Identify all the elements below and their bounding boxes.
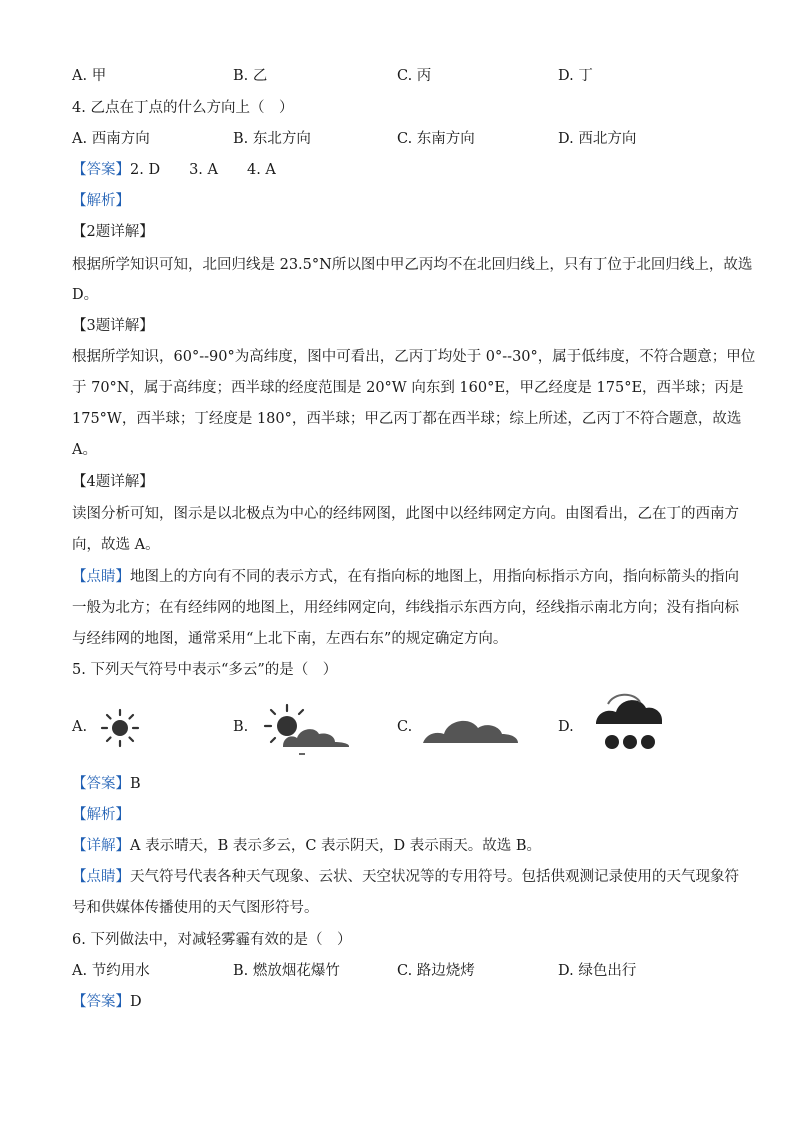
option-d[interactable]: D. 丁 [558,68,593,84]
q5-label-b[interactable]: B. [233,719,249,735]
detail-3-line: 于 70°N，属于高纬度；西半球的经度范围是 20°W 向东到 160°E，甲乙经度是 175°E，西半球；丙是 [72,380,744,396]
q6-stem: 6. 下列做法中，对减轻雾霾有效的是（ ） [72,932,352,948]
q4-option-d[interactable]: D. 西北方向 [558,131,637,147]
q6-option-b[interactable]: B. 燃放烟花爆竹 [233,963,340,979]
detail-3-line: 175°W，西半球；丁经度是 180°，西半球；甲乙丙丁都在西半球；综上所述，乙丙丁不符合题意，故选 [72,411,742,427]
q6-answer: D [130,994,142,1010]
q5-answer-line [72,774,141,794]
q5-detail-line [72,836,541,856]
tip-text: 地图上的方向有不同的表示方式，在有指向标的地图上，用指向标指示方向，指向标箭头的指向 [130,569,739,585]
detail-2-line: 根据所学知识可知，北回归线是 23.5°N所以图中甲乙丙均不在北回归线上，只有丁位于北回归线上，故选 [72,257,753,273]
q6-answer-line [72,992,142,1012]
q4-stem: 4. 乙点在丁点的什么方向上（ ） [72,100,294,116]
q5-answer-tag: 【答案】 [72,776,130,792]
q5-label-d[interactable]: D. [558,719,574,735]
q6-option-d[interactable]: D. 绿色出行 [558,963,637,979]
detail-3-line: A。 [72,442,97,458]
q5-label-a[interactable]: A. [72,719,88,735]
q6-answer-tag: 【答案】 [72,994,130,1010]
q6-option-c[interactable]: C. 路边烧烤 [397,963,475,979]
detail-2-line: D。 [72,287,99,303]
q4-option-a[interactable]: A. 西南方向 [72,131,150,147]
q5-tip-tag: 【点睛】 [72,869,130,885]
detail-4-heading: 【4题详解】 [72,474,154,490]
answer-line [72,160,276,180]
overcast-icon[interactable] [420,708,520,748]
q5-detail-tag: 【详解】 [72,838,130,854]
answer-tag: 【答案】 [72,162,130,178]
option-c[interactable]: C. 丙 [397,68,432,84]
tip-tag: 【点睛】 [72,569,130,585]
detail-2-heading: 【2题详解】 [72,224,154,240]
detail-3-line: 根据所学知识，60°--90°为高纬度，图中可看出，乙丙丁均处于 0°--30°，属于低纬度，不符合题意；甲位 [72,349,756,365]
partly-cloudy-icon[interactable] [255,700,355,758]
detail-3-heading: 【3题详解】 [72,318,154,334]
q6-option-a[interactable]: A. 节约用水 [72,963,150,979]
tip-line [72,567,739,587]
answer-text: 2. D 3. A 4. A [130,162,276,178]
q5-stem: 5. 下列天气符号中表示“多云”的是（ ） [72,662,338,678]
option-b[interactable]: B. 乙 [233,68,268,84]
q5-detail-text: A 表示晴天，B 表示多云，C 表示阴天，D 表示雨天。故选 B。 [130,838,542,854]
detail-4-line: 读图分析可知，图示是以北极点为中心的经纬网图，此图中以经纬网定方向。由图看出，乙在丁的西南方 [72,506,739,522]
q4-option-c[interactable]: C. 东南方向 [397,131,475,147]
q5-tip-text: 天气符号代表各种天气现象、云状、天空状况等的专用符号。包括供观测记录使用的天气现象符 [130,869,739,885]
q5-analysis-heading: 【解析】 [72,807,130,823]
option-a[interactable]: A. 甲 [72,68,107,84]
tip-line: 与经纬网的地图，通常采用“上北下南，左西右东”的规定确定方向。 [72,631,508,647]
q5-answer: B [130,776,141,792]
rain-icon[interactable] [588,690,672,752]
q5-tip-line [72,867,739,887]
q4-option-b[interactable]: B. 东北方向 [233,131,311,147]
sunny-icon[interactable] [95,705,145,751]
detail-4-line: 向，故选 A。 [72,537,160,553]
q5-label-c[interactable]: C. [397,719,413,735]
analysis-heading: 【解析】 [72,193,130,209]
tip-line: 一般为北方；在有经纬网的地图上，用经纬网定向，纬线指示东西方向，经线指示南北方向；没有指向标 [72,600,739,616]
q5-tip-line: 号和供媒体传播使用的天气图形符号。 [72,900,319,916]
